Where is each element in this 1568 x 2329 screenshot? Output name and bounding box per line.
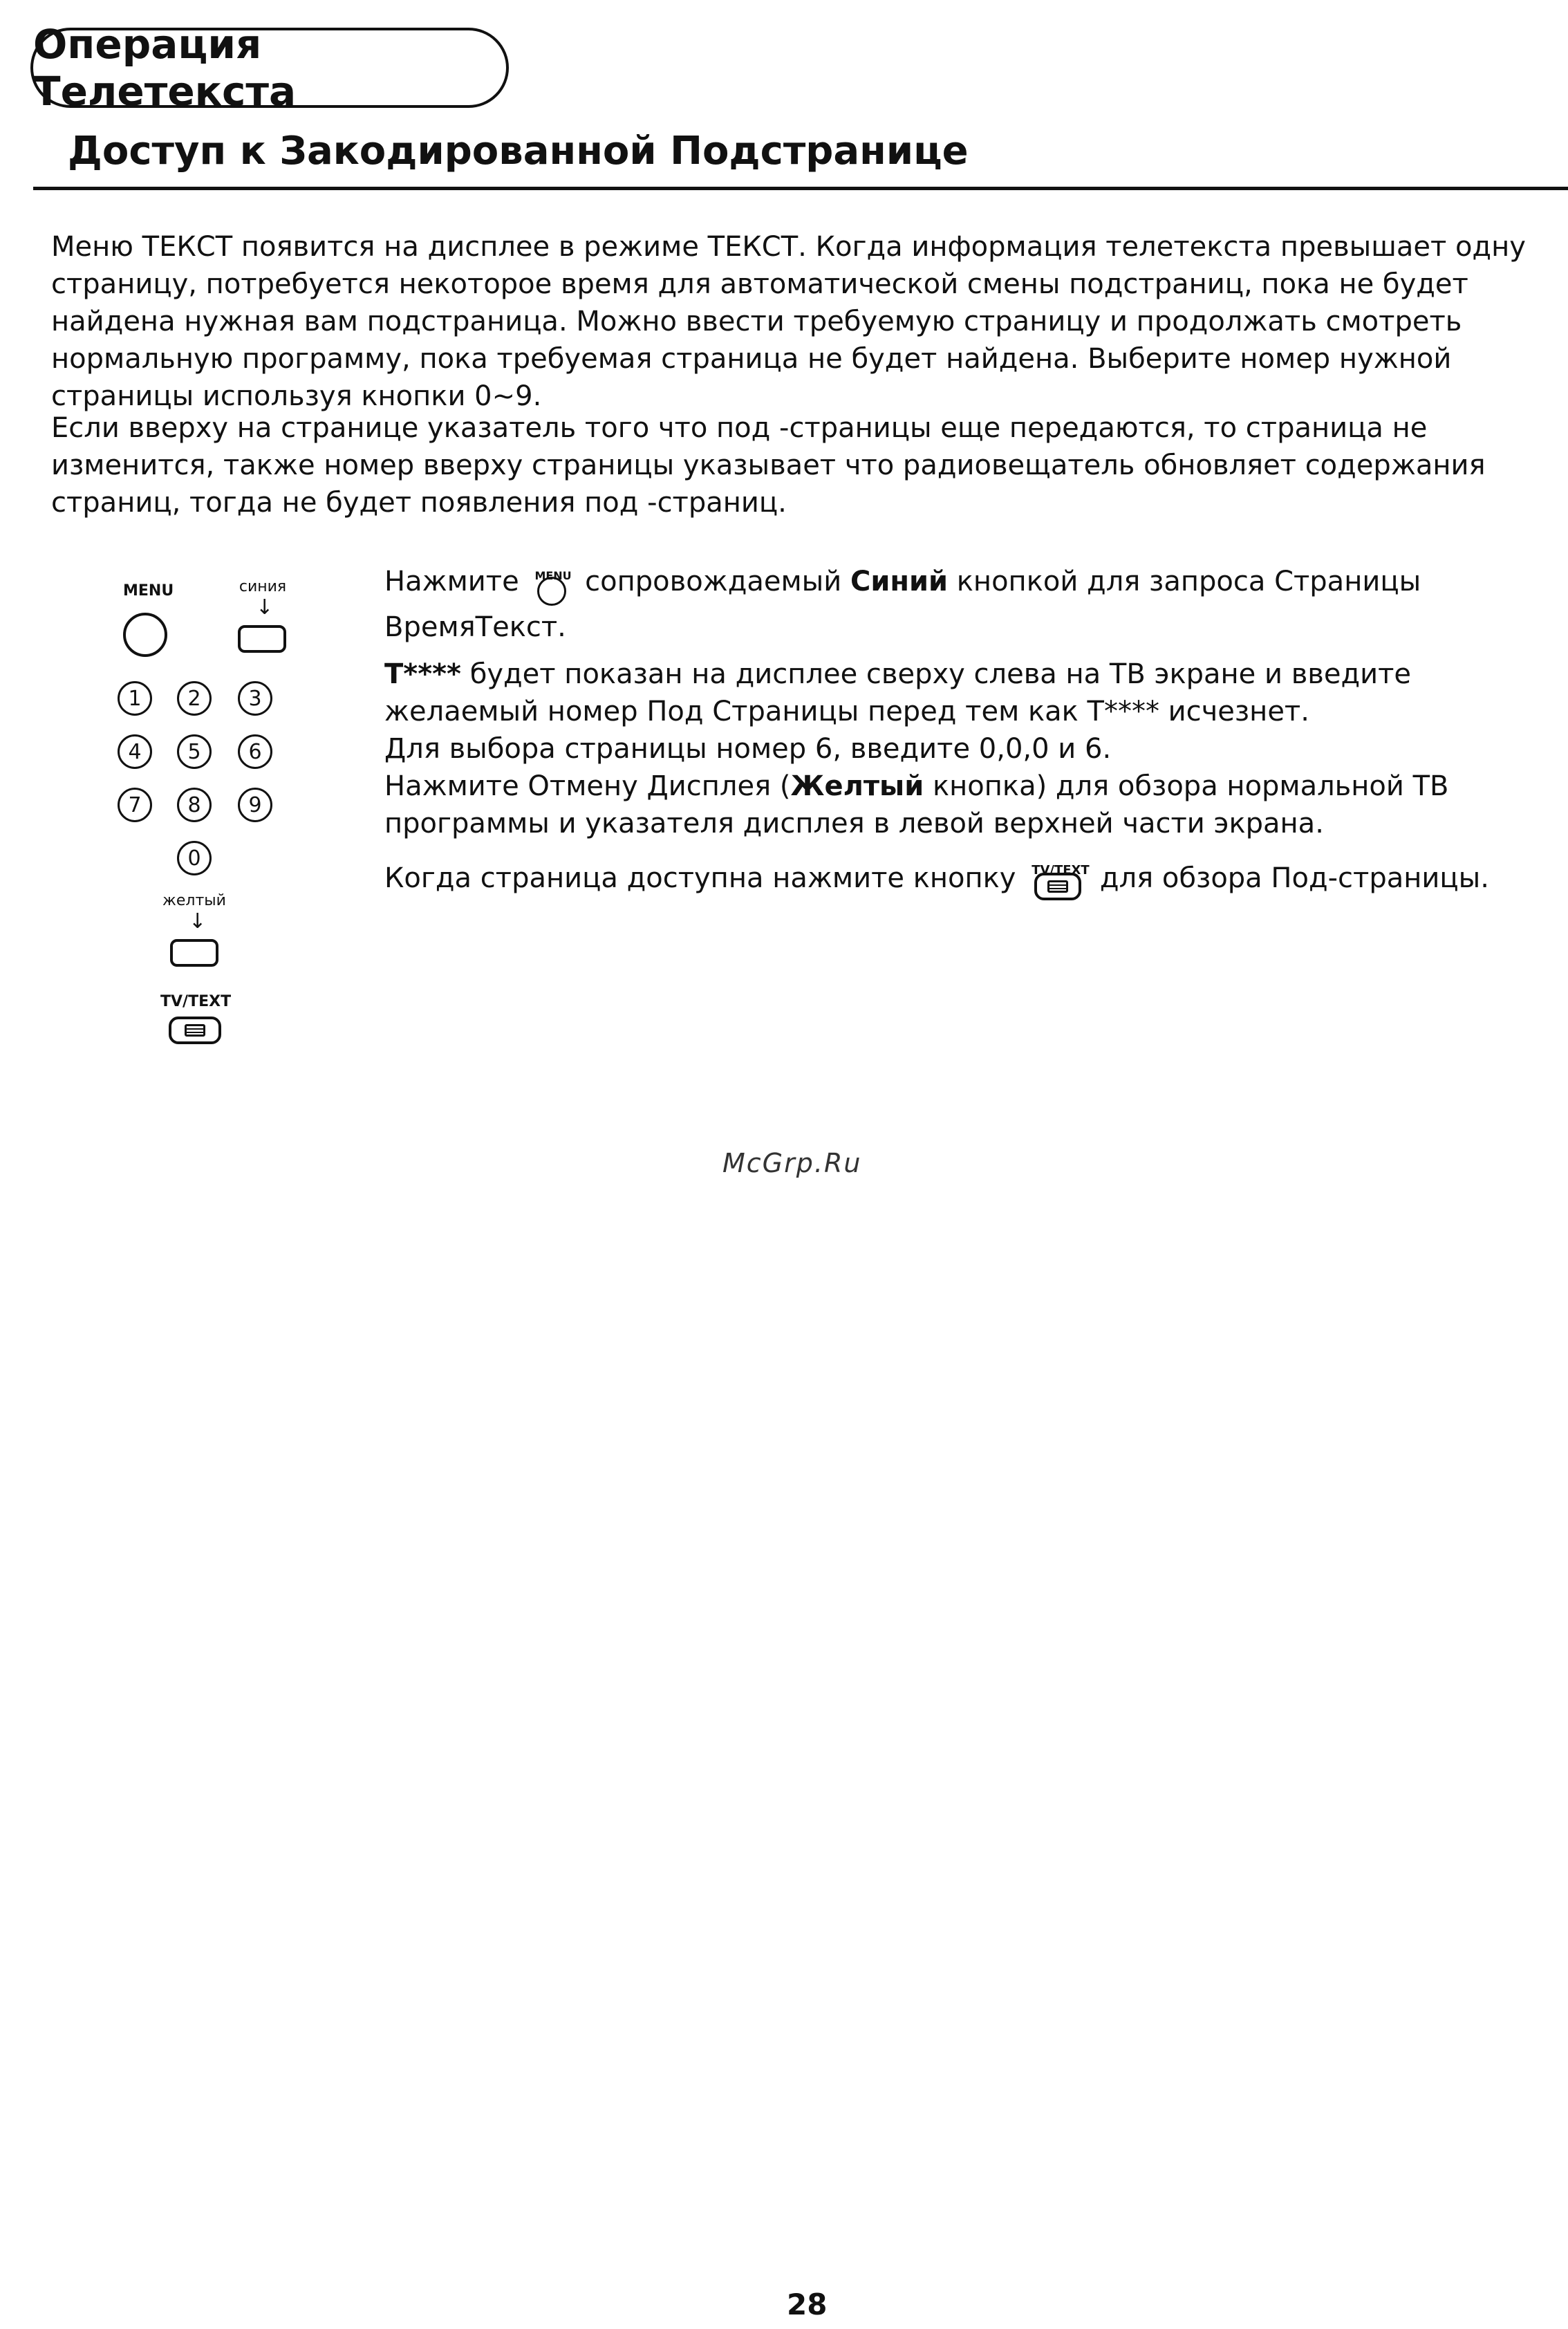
instruction-step-3: Для выбора страницы номер 6, введите 0,0,0 и 6. (384, 733, 1112, 765)
digit-button-3: 3 (238, 681, 272, 716)
page-number: 28 (787, 2288, 828, 2321)
watermark: McGrp.Ru (722, 1148, 862, 1178)
chapter-title: Операция Телетекста (33, 21, 297, 115)
teletext-icon (185, 1024, 205, 1037)
menu-button (123, 613, 167, 657)
arrow-down-icon: ↓ (256, 595, 274, 620)
intro-paragraph: Меню ТЕКСТ появится на дисплее в режиме ТЕКСТ. Когда информация телетекста превышает одну страницу, потребуется некоторое время для автоматической смены подстраниц, пока не будет найдена нужная вам подстраница. Можно ввести требуемую страницу и продолжать смотреть нормальную программу, пока требуемая страница не будет найдена. Выберите номер нужной страницы используя кнопки 0~9. (51, 231, 1526, 412)
remote-control-diagram (104, 574, 304, 1058)
digit-button-4: 4 (118, 734, 152, 769)
menu-button-label: MENU (123, 582, 174, 600)
tvtext-button-label: TV/TEXT (160, 993, 232, 1010)
digit-button-6: 6 (238, 734, 272, 769)
blue-button (238, 625, 286, 653)
arrow-down-icon: ↓ (189, 909, 207, 934)
yellow-button-label: желтый (162, 892, 226, 909)
instruction-step-5: Когда страница доступна нажмите кнопку TV/TEXT для обзора Под-страницы. (384, 852, 1560, 907)
digit-button-8: 8 (177, 788, 212, 822)
digit-button-0: 0 (177, 841, 212, 875)
instruction-step-4: Нажмите Отмену Дисплея (Желтый кнопка) для обзора нормальной ТВ программы и указателя дисплея в левой верхней части экрана. (384, 770, 1449, 839)
digit-button-1: 1 (118, 681, 152, 716)
section-divider (33, 187, 1568, 190)
instruction-step-1: Нажмите MENU сопровождаемый Синий кнопкой для запроса Страницы ВремяТекст. (384, 557, 1560, 646)
teletext-icon (1047, 880, 1068, 893)
tvtext-button (169, 1017, 221, 1044)
subpage-paragraph: Если вверху на странице указатель того что под -страницы еще передаются, то страница не изменится, также номер вверху страницы указывает что радиовещатель обновляет содержания страниц, тогда не будет появления под -страниц. (51, 412, 1486, 519)
digit-button-9: 9 (238, 788, 272, 822)
digit-button-7: 7 (118, 788, 152, 822)
instruction-step-2: T**** будет показан на дисплее сверху слева на ТВ экране и введите желаемый номер Под Страницы перед тем как T**** исчезнет. (384, 658, 1412, 727)
instructions (384, 557, 1560, 907)
digit-button-2: 2 (177, 681, 212, 716)
section-title: Доступ к Закодированной Подстранице (68, 129, 969, 174)
blue-button-label: синия (239, 578, 287, 595)
chapter-title-badge (30, 21, 509, 115)
tvtext-button-icon: TV/TEXT (1032, 852, 1084, 907)
menu-button-icon: MENU (534, 557, 569, 609)
yellow-button (170, 939, 218, 967)
digit-button-5: 5 (177, 734, 212, 769)
